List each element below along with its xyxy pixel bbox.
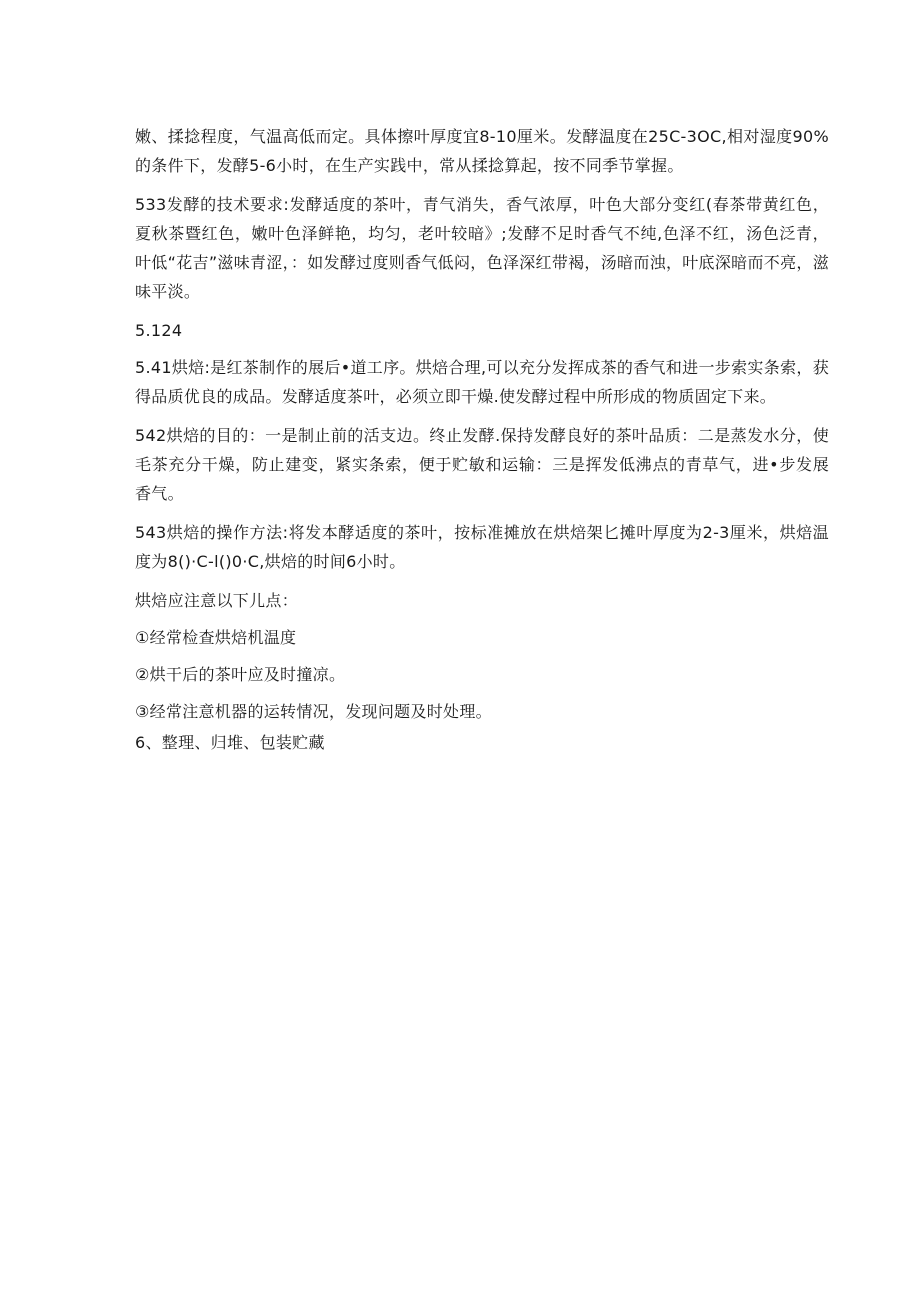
paragraph-fermentation-conditions: 嫩、揉捻程度，气温高低而定。具体擦叶厚度宜8-10厘米。发酵温度在25C-3OC,相对湿度90%的条件下，发酵5-6小时，在生产实践中，常从揉捻算起，按不同季节掌握。 [135, 127, 829, 175]
paragraph-baking-intro: 5.41烘焙:是红茶制作的展后•道工序。烘焙合理,可以充分发挥成茶的香气和进一步索实条索，获得品质优良的成品。发酵适度茶叶，必须立即干燥.使发酵过程中所形成的物质固定下来。 [135, 358, 829, 406]
baking-note-3: ③经常注意机器的运转情况，发现问题及时处理。 [135, 702, 492, 721]
document-body [135, 122, 829, 757]
paragraph-fermentation-requirements: 533发酵的技术要求:发酵适度的茶叶，青气消失，香气浓厚，叶色大部分变红(春茶带黄红色，夏秋茶暨红色，嫩叶色泽鲜艳，均匀，老叶较暗》;发酵不足时香气不纯,色泽不红，汤色泛青，叶低“花吉”滋味青涩，：如发酵过度则香气低闷，色泽深红带褐，汤暗而浊，叶底深暗而不亮，滋味平淡。 [135, 195, 829, 301]
baking-note-1: ①经常检查烘焙机温度 [135, 628, 297, 647]
paragraph-baking-purpose: 542烘焙的目的：一是制止前的活支边。终止发酵.保持发酵良好的茶叶品质：二是蒸发水分，使毛茶充分干燥，防止建变，紧实条索，便于贮敏和运输：三是挥发低沸点的青草气，进•步发展香气。 [135, 426, 829, 503]
section-heading-storage: 6、整理、归堆、包装贮藏 [135, 733, 325, 752]
section-number-5-124: 5.124 [135, 321, 183, 340]
baking-note-2: ②烘干后的茶叶应及时撞凉。 [135, 665, 346, 684]
baking-notes-heading: 烘焙应注意以下儿点： [135, 591, 299, 610]
paragraph-baking-method: 543烘焙的操作方法:将发本酵适度的茶叶，按标准摊放在烘焙架匕摊叶厚度为2-3厘米，烘焙温度为8()·C-l()0·C,烘焙的时间6小时。 [135, 523, 829, 571]
